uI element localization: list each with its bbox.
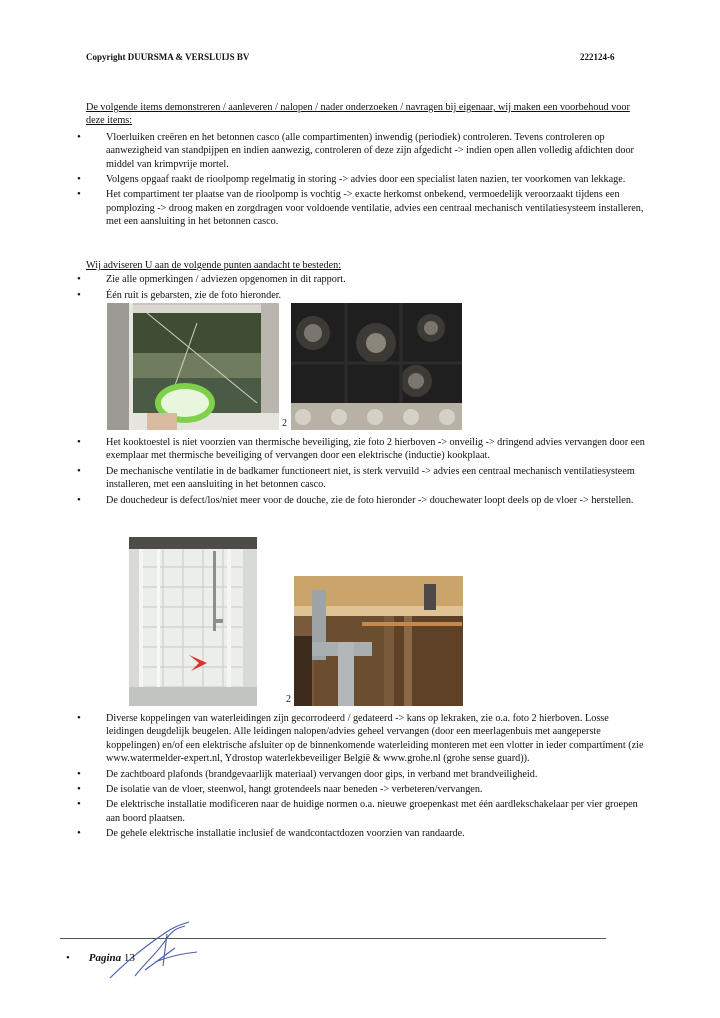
section-advice bbox=[86, 259, 646, 304]
section-2-list-b bbox=[86, 436, 646, 507]
photo-number: 2 bbox=[286, 694, 291, 705]
photo-gas-cooktop bbox=[291, 303, 462, 430]
photo-number: 2 bbox=[282, 418, 287, 429]
list-item: • Zie alle opmerkingen / adviezen opgenomen in dit rapport. bbox=[86, 273, 646, 286]
footer-page bbox=[66, 952, 135, 964]
section-advice-continued bbox=[86, 436, 646, 509]
list-item: • De elektrische installatie modificeren naar de huidige normen o.a. nieuwe groepenkast met één aardlekschakelaar per vier groepen aan boord plaatsen. bbox=[86, 798, 646, 825]
footer-page-number: 13 bbox=[123, 952, 135, 964]
section-advice-final bbox=[86, 712, 646, 843]
section-2-list-a bbox=[86, 273, 646, 302]
section-2-title: Wij adviseren U aan de volgende punten aandacht te besteden: bbox=[86, 260, 342, 271]
section-owner-items bbox=[86, 101, 646, 231]
section-1-list bbox=[86, 131, 646, 229]
footer-page-label: Pagina bbox=[88, 952, 122, 964]
photo-water-pipes bbox=[294, 576, 463, 706]
photo-shower bbox=[129, 537, 257, 706]
list-item: • De douchedeur is defect/los/niet meer voor de douche, zie de foto hieronder -> douchewater loopt deels op de vloer -> herstellen. bbox=[86, 494, 646, 507]
list-item: • Het kooktoestel is niet voorzien van thermische beveiliging, zie foto 2 hierboven -> onveilig -> dringend advies vervangen door een exemplaar met thermische beveiliging of vervangen door een elektrische (inductie) kookplaat. bbox=[86, 436, 646, 463]
list-item: • Het compartiment ter plaatse van de rioolpomp is vochtig -> exacte herkomst onbekend, vermoedelijk veroorzaakt tijdens een pomplozing -> droog maken en zorgdragen voor voldoende ventilatie, advies een centraal mechanisch ventilatiesysteem installeren, met een aansluiting in het betonnen casco. bbox=[86, 188, 646, 228]
section-1-title: De volgende items demonstreren / aanleveren / nalopen / nader onderzoeken / navragen bij eigenaar, wij maken een voorbehoud voor deze items: bbox=[86, 102, 630, 127]
header-doc-number: 222124-6 bbox=[580, 52, 615, 62]
footer-bullet-icon: • bbox=[66, 952, 70, 964]
header-copyright: Copyright DUURSMA & VERSLUIJS BV bbox=[86, 52, 250, 62]
list-item: • De zachtboard plafonds (brandgevaarlijk materiaal) vervangen door gips, in verband met brandveiligheid. bbox=[86, 768, 646, 781]
section-2-list-c bbox=[86, 712, 646, 841]
list-item: • De isolatie van de vloer, steenwol, hangt grotendeels naar beneden -> verbeteren/vervangen. bbox=[86, 783, 646, 796]
photo-cracked-window bbox=[107, 303, 279, 430]
list-item: • Diverse koppelingen van waterleidingen zijn gecorrodeerd / gedateerd -> kans op lekraken, zie o.a. foto 2 hierboven. Losse leidingen deugdelijk beugelen. Alle leidingen nalopen/advies geheel vervangen (door een meerlagenbuis met aangeperste koppelingen) en/of een elektrische afsluiter op de binnenkomende waterleiding monteren met een vlotter in ieder compartiment (zie www.watermelder-expert.nl, Ydrostop waterlekbeveiliger België & www.grohe.nl (grohe sense guard)). bbox=[86, 712, 646, 766]
list-item: • De mechanische ventilatie in de badkamer functioneert niet, is sterk vervuild -> advies een centraal mechanisch ventilatiesysteem installeren, met een aansluiting in het betonnen casco. bbox=[86, 465, 646, 492]
list-item: • De gehele elektrische installatie inclusief de wandcontactdozen voorzien van randaarde. bbox=[86, 827, 646, 840]
list-item: • Volgens opgaaf raakt de rioolpomp regelmatig in storing -> advies door een specialist laten nazien, ter voorkomen van lekkage. bbox=[86, 173, 646, 186]
list-item: • Vloerluiken creëren en het betonnen casco (alle compartimenten) inwendig (periodiek) controleren. Tevens controleren op aanwezigheid van standpijpen en indien aanwezig, controleren of deze zijn afgedicht -> indien open allen volledig afdichten door middel van krimpvrije mortel. bbox=[86, 131, 646, 171]
list-item: • Één ruit is gebarsten, zie de foto hieronder. bbox=[86, 289, 646, 302]
